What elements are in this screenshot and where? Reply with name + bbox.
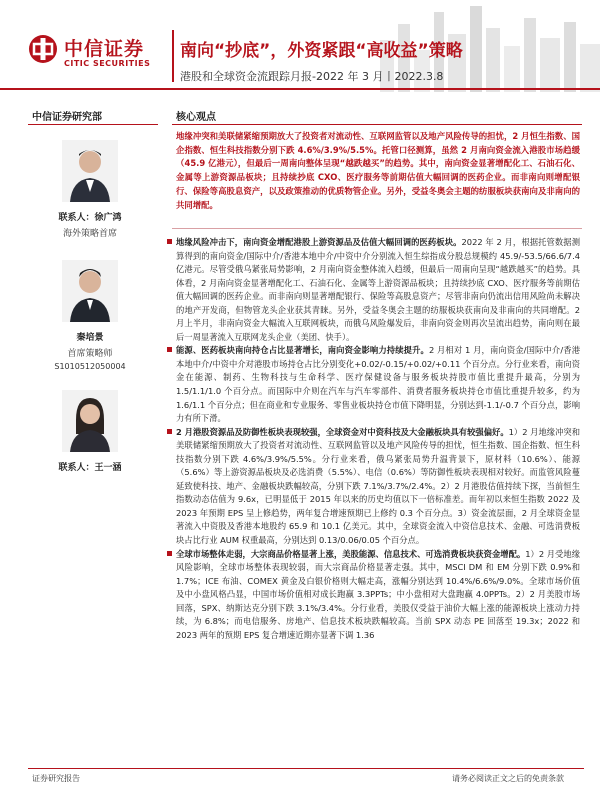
paragraph-lead: 全球市场整体走弱，大宗商品价格显著上涨，美股能源、信息技术、可选消费板块获资金增配。 [176, 548, 526, 559]
report-header [0, 0, 600, 92]
body-paragraph [176, 344, 580, 425]
brand-name: 中信证券 [64, 38, 145, 60]
paragraph-lead: 能源、医药板块南向持仓占比显著增长，南向资金影响力持续提升。 [176, 345, 429, 356]
header-bottom-rule [0, 88, 600, 90]
analyst-cert-number: S1010512050004 [54, 362, 126, 371]
analyst-name: 联系人：王一涵 [58, 463, 122, 473]
analyst-card [20, 260, 160, 371]
paragraph-text: 1）2 月受地缘风险影响，全球市场整体表现较弱，而大宗商品价格显著走强。其中，MSCI DM 和 EM 分别下跌 0.9%和 1.7%；ICE 布油、COMEX 黄金及白银价格则大幅走高，涨幅分别达到 10.4%/6.6%/9.0%。全球市场价值及中小盘风格凸显，中国市场价值相对成长跑赢 3.3PPTs；中小盘相对大盘跑赢 4.0PPTs。2）2 月美股市场回落，SPX、纳斯达克分别下跌 3.1%/3.4%。分行业看，美股仅受益于油价大幅上涨的能源板块上涨动力持续，为 6.8%；而电信服务、房地产、信息技术板块跌幅较高。当前 SPX 动态 PE 回落至 19.3x；2022 和 2023 两年的预期 EPS 复合增速近期亦显著下调 1.36 [176, 548, 580, 640]
bullet-icon [167, 347, 172, 352]
body-paragraph [176, 236, 580, 344]
header-divider [172, 30, 174, 82]
core-view-summary: 地缘冲突和美联储紧缩预期放大了投资者对流动性、互联网监管以及地产风险传导的担忧，2 月恒生指数、国企指数、恒生科技指数分别下跌 4.6%/3.9%/5.5%。托管口径测算，虽然 2 月南向资金流入港股市场趋缓（45.9 亿港元），但最后一周南向整体呈现“越跌越买”的趋势。其中，南向资金显著增配化工、石油石化、金属等上游资源品板块；且持续抄底 CXO、医疗服务等前期估值大幅回调的医药企业。而非南向则增配银行、保险等高股息资产，以及政策推动的优质物管企业。另外，受益冬奥会主题的纺服板块获南向及非南向的共同增配。 [176, 131, 580, 210]
bullet-icon [167, 239, 172, 244]
paragraph-lead: 2 月港股资源品及防御性板块表现较强，全球资金对中资科技及大金融板块具有较强偏好。 [176, 426, 509, 437]
paragraph-lead: 地缘风险冲击下，南向资金增配港股上游资源品及估值大幅回调的医药板块。 [176, 237, 462, 247]
report-subtitle: 港股和全球资金流跟踪月报-2022 年 3 月丨2022.3.8 [180, 70, 444, 83]
body-text [176, 236, 580, 642]
analyst-role: 海外策略首席 [62, 229, 117, 239]
citic-logo-icon [28, 34, 58, 64]
brand-name-en: CITIC SECURITIES [64, 59, 151, 68]
analyst-card [20, 140, 160, 239]
analyst-photo-icon [62, 390, 118, 452]
analyst-name: 联系人：徐广鸿 [58, 213, 122, 223]
body-paragraph [176, 548, 580, 643]
research-dept-label: 中信证券研究部 [32, 112, 102, 123]
section-title: 核心观点 [176, 112, 216, 123]
bullet-icon [167, 551, 172, 556]
analyst-photo-icon [62, 260, 118, 322]
analyst-photo-icon [62, 140, 118, 202]
bullet-icon [167, 429, 172, 434]
paragraph-text: 1）2 月地缘冲突和美联储紧缩预期放大了投资者对流动性、互联网监管以及地产风险传导的担忧，恒生指数、国企指数、恒生科技指数分别下跌 4.6%/3.9%/5.5%。分行业来看，俄乌紧张局势升温背景下，原材料（10.6%）、能源（5.6%）等上游资源品板块及必选消费（5.5%）、电信（0.6%）等防御性板块表现相对较好。而监管风险蔓延致使科技、地产、金融板块跌幅较高，分别下跌 7.1%/3.7%/2.4%。2）2 月港股估值持续下探，当前恒生指数动态估值为 9.6x，已明显低于 2015 年以来的历史均值以下一倍标准差。而年初以来恒生指数 2022 及 2023 年预期 EPS 呈上修趋势，两年复合增速预期已上修约 0.3 个百分点。3）资金流层面，2 月全球资金显著流入中资股及香港本地股约 65.9 和 10.1 亿美元。其中，全球资金流入中资信息技术、金融、可选消费板块占比行业 AUM 权重最高，分别达到 0.13/0.06/0.05 个百分点。 [176, 426, 580, 546]
disclaimer-notice: 请务必阅读正文之后的免责条款 [452, 774, 564, 783]
paragraph-text: 2022 年 2 月，根据托管数据测算得到的南向资金/国际中介/香港本地中介/中资中介分别流入恒生综指成分股总规模约 45.9/-53.5/66.6/7.4 亿港元。尽管受俄乌紧张局势影响，2 月南向资金整体流入趋缓，但最后一周南向呈现“越跌越买”的趋势。具体看，2 月南向资金显著增配化工、石油石化、金属等上游资源品板块；且持续抄底 CXO、医疗服务等前期估值大幅回调的医药企业。而非南向则显著增配银行、保险等高股息资产；尽管非南向仍流出信用风险尚未解决的地产开发商，但物管龙头企业获其青睐。另外，受益冬奥会主题的纺服板块获南向及非南向的共同增配。2 月上半月，非南向资金大幅流入互联网板块，而俄乌风险爆发后，非南向资金则再次呈流出趋势，南向则在最后一周显著流入互联网龙头企业（美团、快手）。 [176, 237, 580, 342]
footer-label: 证券研究报告 [32, 774, 80, 783]
report-title: 南向“抄底”，外资紧跟“高收益”策略 [180, 41, 463, 61]
dept-divider [28, 124, 158, 125]
analyst-role: 首席策略师 [67, 349, 113, 359]
body-paragraph [176, 426, 580, 548]
footer-divider [28, 768, 584, 769]
section-divider [172, 124, 582, 125]
summary-divider [172, 228, 582, 229]
analyst-name: 秦培景 [76, 333, 104, 343]
analyst-card [20, 390, 160, 473]
paragraph-text: 2 月相对 1 月，南向资金/国际中介/香港本地中介/中资中介对港股市场持仓占比分别变化+0.02/-0.15/+0.02/+0.11 个百分点。分行业来看，南向资金在能源、制药、生物科技与生命科学、医疗保健设备与服务板块持股市值比重提升最高，分别为 1.5/1.1/1.0 个百分点。而国际中介则在汽车与汽车零部件、消费者服务板块持仓市值比重提升较多，约为 1.6/1.1 个百分点；但在商业和专业服务、零售业板块持仓市值下降明显，分别达到-1.1/-0.7 个百分点，影响力有所下滑。 [176, 345, 580, 424]
